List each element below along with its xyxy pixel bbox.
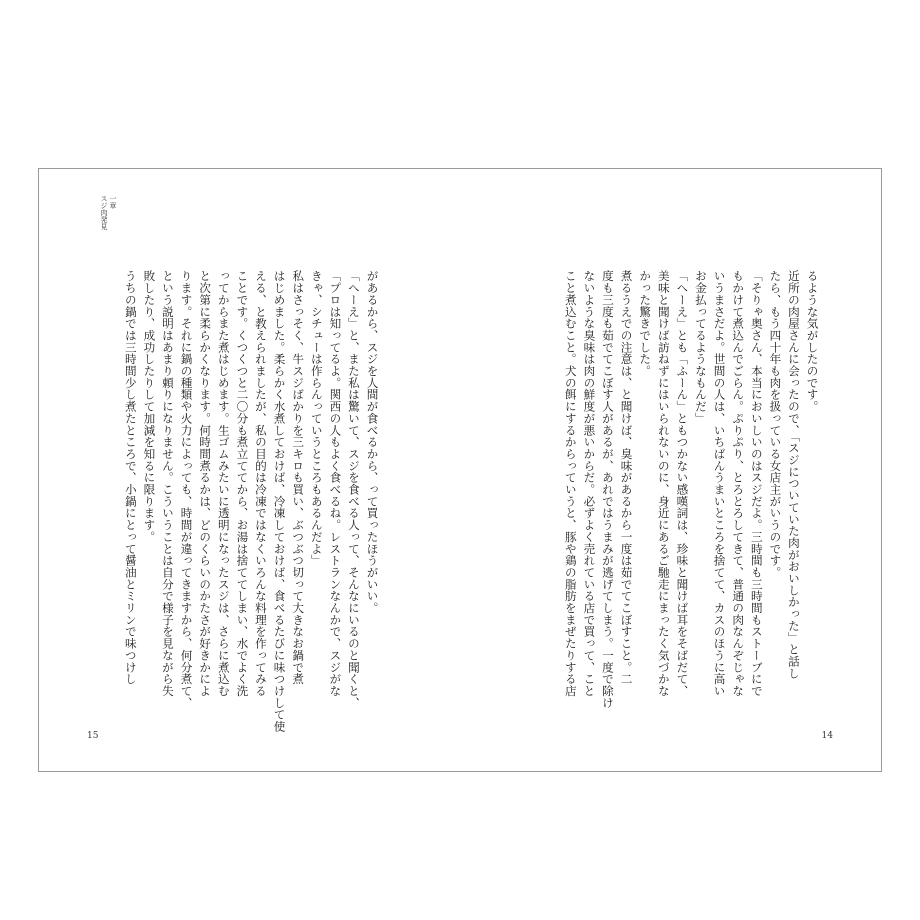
right-page-number: 14 <box>821 731 833 741</box>
right-page-text-line: 近所の肉屋さんに会ったので、「スジについていた肉がおいしかった」と話し <box>786 270 801 679</box>
chapter-number: 一章 <box>109 195 117 209</box>
left-page-text-line: ります。それに鍋の種類や火力によっても、時間が違ってきますから、何分煮て、 <box>179 270 194 709</box>
right-page-text-line: 美味と聞けば訪ねずにはいられないのに、身近にあるご馳走にまったく気づかな <box>656 270 671 697</box>
left-page-text-line: 「プロは知ってるよ。関西の人もよく食べるね。レストランなんかで、スジがな <box>328 270 343 697</box>
left-page-text-line: はじめました。柔らかく水煮しておけば、冷凍しておけば、食べるたびに味つけして使 <box>272 270 287 733</box>
left-page-text-line: ってからまた煮はじめます。生ゴムみたいに透明になったスジは、さらに煮込む <box>216 270 231 697</box>
right-page-text-line: 度も三度も茹でてこぼす人があるが、あれではうまみが逃げてしまう。一度で除け <box>600 270 615 709</box>
left-page-text-line: 敗したり、成功したりして加減を知るに限ります。 <box>142 270 157 543</box>
left-page-text-line: ことです。くつくつと二〇分も煮立ててから、お湯は捨ててしまい、水でよく洗 <box>235 270 250 697</box>
right-page-text-line: こと煮込むこと。犬の餌にするからっていうと、豚や鶏の脂肪をまぜたりする店 <box>563 270 578 697</box>
right-page-text-line: ないような臭味は肉の鮮度が悪いからだ。必ずよく売れている店で買って、こと <box>582 270 597 697</box>
right-page-text-line: たら、もう四十年も肉を扱っている女店主がいうのです。 <box>768 270 783 579</box>
left-page-text-line: があるから、スジを人間が食べるから、って買ったほうがいい。 <box>365 270 380 614</box>
left-page-number: 15 <box>87 731 99 741</box>
left-page-text-line: うちの鍋では三時間少し煮たところで、小鍋にとって醤油とミリンで味つけし <box>123 270 138 685</box>
right-page-text-line: もかけて煮込んでごらん。ぷりぷり、とろとろしてきて、普通の肉なんぞじゃな <box>731 270 746 697</box>
left-page-text-line: 「へーえ」と、また私は驚いて、スジを食べる人って、そんなにいるのと聞くと、 <box>346 270 361 709</box>
book-spread <box>38 168 882 772</box>
right-page-text-line: るような気がしたのです。 <box>805 270 820 413</box>
left-page-text-line: と次第に柔らかくなります。何時間煮るかは、どのくらいのかたさが好きかによ <box>198 270 213 697</box>
left-page-text-line: える、と教えられましたが、私の目的は冷凍ではなくいろんな料理を作ってみる <box>253 270 268 697</box>
left-page-text-line: という説明はあまり頼りになりません。こういうことは自分で様子を見ながら失 <box>160 270 175 697</box>
right-page-text-line: お金払ってるようなもんだ」 <box>693 270 708 425</box>
chapter-label <box>99 195 117 230</box>
left-page-text-line: 私はさっそく、牛スジばかりを三キロも買い、ぶつぶつ切って大きなお鍋で煮 <box>291 270 306 685</box>
right-page-text-line: かった驚きでした。 <box>638 270 653 377</box>
right-page-text-line: 「そりゃ奥さん、本当においしいのはスジだよ。三時間も三時間もストーブにで <box>749 270 764 697</box>
left-page-text-line: きゃ、シチューは作らんっていうところもあるんだよ」 <box>309 270 324 567</box>
right-page-text-line: 「へーえ」とも「ふーん」ともつかない感嘆詞は、珍味と聞けば耳をそばだて、 <box>675 270 690 697</box>
chapter-title: スジ肉発見 <box>100 195 108 230</box>
right-page-text-line: 煮るうえでの注意は、と聞けば、臭味があるから一度は茹でてこぼすこと。二 <box>619 270 634 685</box>
right-page-text-line: いうまさだよ。世間の人は、いちばんうまいところを捨てて、カスのほうに高い <box>712 270 727 697</box>
